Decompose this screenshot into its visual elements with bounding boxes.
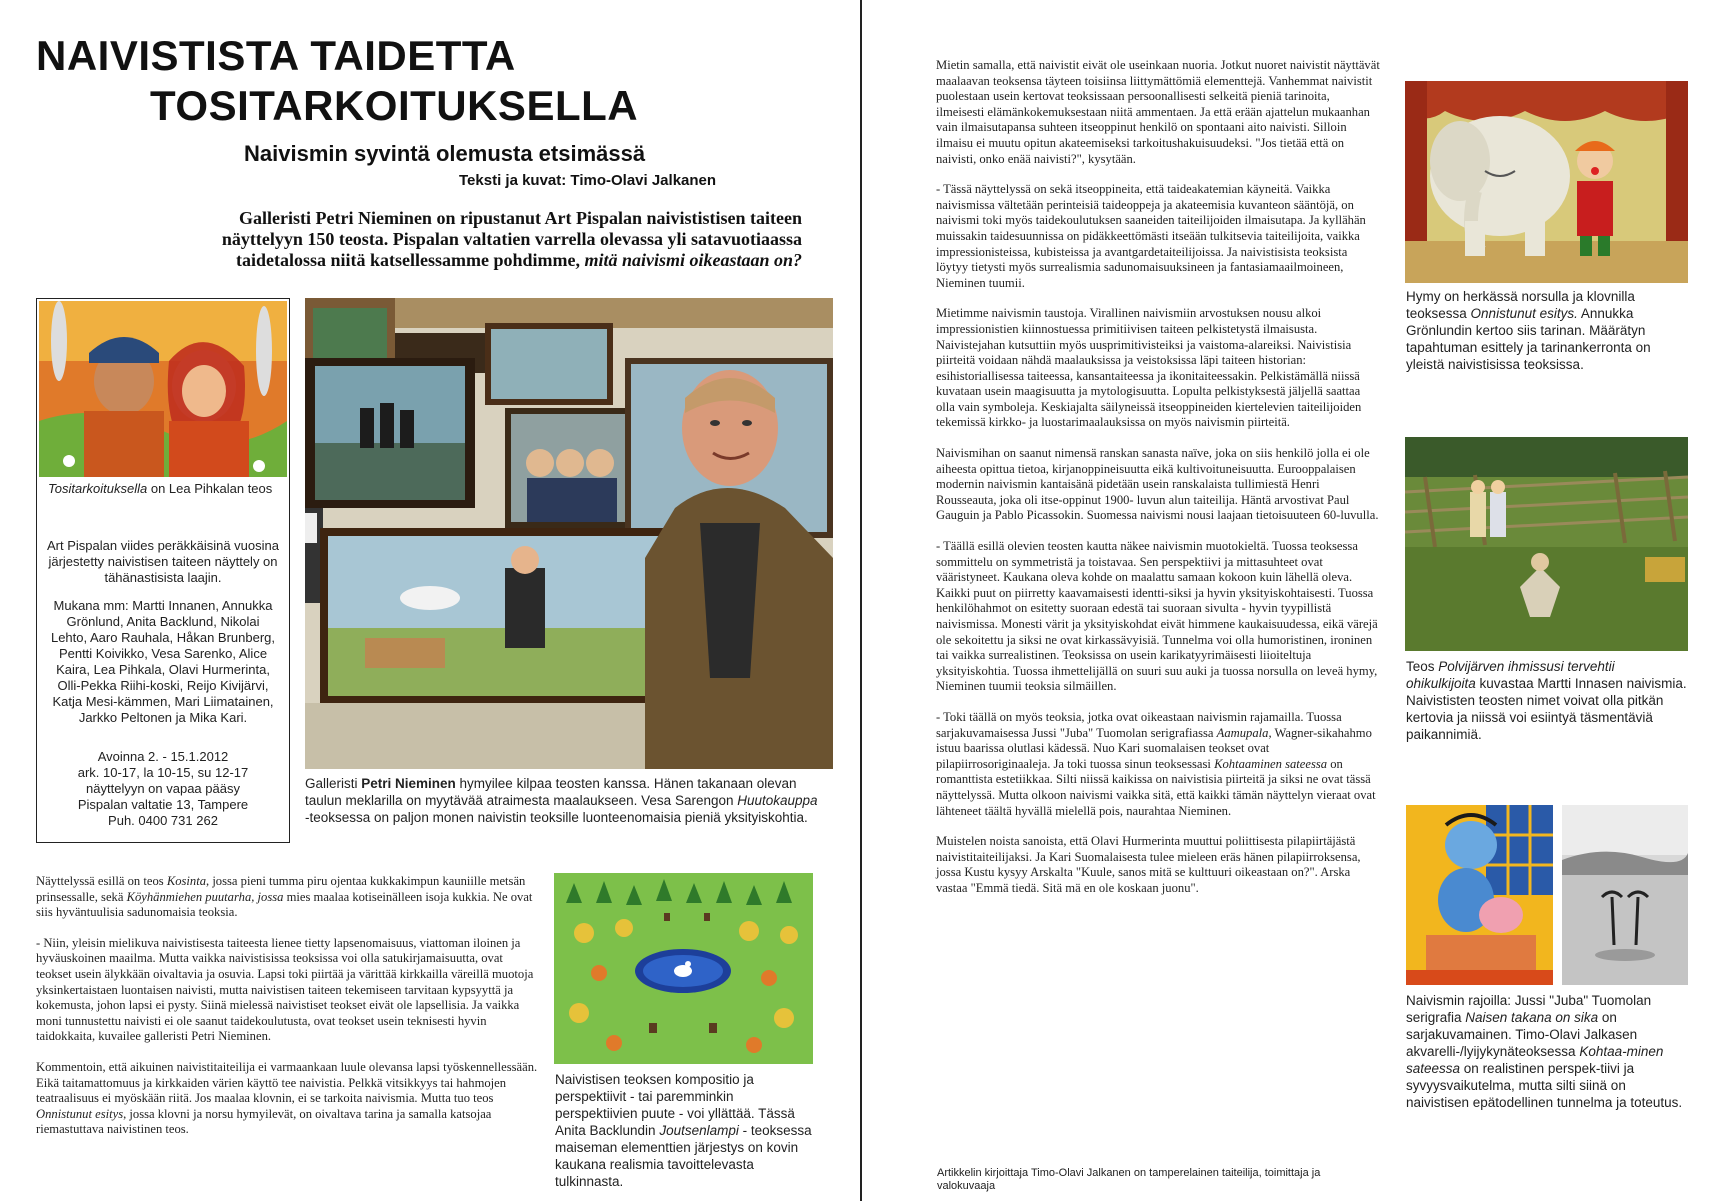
caption-text: Annukka Grönlundin kertoo siis tarinan. Määrätyn tapahtuman esittely ja tarinankerronta on yleistä naivistisissa teoksissa.	[1406, 306, 1651, 372]
artwork-title: Tositarkoituksella	[48, 481, 148, 496]
paragraph: - Täällä esillä olevien teosten kautta näkee naivismin muotokieltä. Tuossa teoksessa sommittelu on symmetristä ja toistavaa. Sen perspektiivi ja mittasuhteet ovat vääristyneet. Kaukana oleva kohde on maalattu samaan kokoon kuin lähellä oleva. Kaikki puut on piirretty kaavamaisesti identti-siksi ja hyvin yksityiskohtaisesti. Tuossa henkilöhahmot on esitetty suoraan edestä tai suoraan sivulta - hyvin tyypillistä naivismissa. Monesti värit ja yksityiskohdat eivät himmene kaukaisuudessa, eikä värejä ole sekoitettu ja siksi ne ovat kirkassävyisiä. Tunnelma voi olla humoristinen, ironinen tai vaikka surrealistinen. Teoksissa on usein karikatyyrimäisesti liioiteltuja yksityiskohtia. Tuossa ihmettelijällä on suuri suu auki ja tuossa norsulla on leveä hymy, Nieminen tuumii teoksia silmäillen.	[936, 539, 1378, 694]
left-body-text	[36, 874, 541, 1153]
caption-text: on Lea Pihkalan teos	[147, 481, 273, 496]
hours-line: Avoinna 2. - 15.1.2012	[97, 749, 229, 764]
artwork-title: Polvijärven ihmissusi tervehtii ohikulkijoita	[1406, 659, 1615, 691]
caption-text: -teoksessa on paljon monen naivistin teoksille luonteenomaisia pieniä yksityiskohtia.	[305, 810, 808, 825]
phone: Puh. 0400 731 262	[108, 813, 218, 828]
caption-text: Naivistisen teoksen kompositio ja perspektiivit - tai paremminkin perspektiivien puute - voi yllättää. Tässä Anita Backlundin	[555, 1072, 795, 1138]
caption-name: Petri Nieminen	[361, 776, 456, 791]
caption-text: Teos	[1406, 659, 1439, 674]
artwork-title: Onnistunut esitys.	[1470, 306, 1578, 321]
text: mies maalaa kotiseinälleen isoja kukkia. Ne ovat siis hyväntuulisia sadunomaisia teoksia.	[36, 889, 533, 920]
paragraph: Mietimme naivismin taustoja. Virallinen naivismiin arvostuksen nousu alkoi impressionistien kiinnostuessa primitiivisen taiteen pelkistetystä ilmaisusta. Naivistejahan kutsuttiin myös uusprimitivisteiksi ja vaistoma-alareiksi. Naivistisia piirteitä voidaan nähdä maalauksissa ja veistoksissa läpi taiteen historian: esihistoriallisessa taiteessa, kansantaiteessa ja ikonitaiteessakin. Pelkistämällä niissä kuvataan usein maagisuutta ja mytologisuutta. Lopulta pelkistyksestä jäljellä saattaa olla vain symboleja. Keskiajalta säilyneissä itseoppineiden kiertelevien taiteilijoiden tekemissä kirkko- ja luostarimaalauksissa on myös naivismin piirteitä.	[936, 306, 1362, 430]
joutsenlampi-caption	[555, 1071, 813, 1190]
painting-onnistunut-esitys	[1405, 81, 1688, 283]
painting-tositarkoituksella	[39, 301, 287, 477]
hours-line: ark. 10-17, la 10-15, su 12-17	[77, 765, 249, 780]
paragraph	[36, 874, 541, 921]
caption-text: on sarjakuvamainen. Timo-Olavi Jalkasen akvarelli-/lyijykynäteoksessa	[1406, 1010, 1638, 1059]
watercolor-kohtaaminen-sateessa	[1562, 805, 1688, 985]
artwork-title: Kohtaaminen sateessa	[1214, 756, 1328, 771]
artwork-title: Aamupala,	[1216, 725, 1272, 740]
text: , jossa klovni ja norsu hymyilevät, on oivaltava tarina ja samalla katsojaa riemastuttava naivistinen teos.	[36, 1106, 492, 1137]
paragraph: Muistelen noista sanoista, että Olavi Hurmerinta muuttui poliittisesta pilapiirtäjästä naivistitaiteilijaksi. Ja Kari Suomalaisesta tulee mieleen eräs hänen pilapiirroksensa, jossa Kustu kysyy Arskalta "Kuule, sanos mitä se kulttuuri oikeastaan on?". Arska vastaa "Emmä tiedä. Sitä mä en ole koskaan juonu".	[936, 834, 1361, 895]
headline-line-1: NAIVISTISTA TAIDETTA	[36, 32, 516, 79]
author-bio: Artikkelin kirjoittaja Timo-Olavi Jalkanen on tamperelainen taiteilija, toimittaja ja valokuvaaja	[937, 1167, 1321, 1192]
info-sidebar	[36, 298, 290, 843]
artwork-title: Köyhänmiehen puutarha, jossa	[126, 889, 284, 904]
paragraph	[36, 1060, 541, 1138]
artwork-title: Huutokauppa	[737, 793, 818, 808]
paragraph	[936, 710, 1381, 819]
caption-text: Galleristi	[305, 776, 362, 791]
opening-hours	[47, 749, 279, 829]
caption-text: Hymy on herkässä norsulla ja klovnilla teoksessa	[1406, 289, 1635, 321]
painting-polvijarven-ihmissusi	[1405, 437, 1688, 651]
lead-question: mitä naivismi oikeastaan on?	[584, 250, 802, 270]
artwork-title: Kohtaa-minen sateessa	[1406, 1044, 1664, 1076]
border-works-caption	[1406, 992, 1688, 1111]
paragraph: - Niin, yleisin mielikuva naivistisesta taiteesta lienee tietty lapsenomaisuus, viattoman iloinen ja hyväuskoinen maailma. Mutta vaikka naivistisissa teoksissa voi olla satukirjamaisuutta, ovat teokset usein älykkään oivaltavia ja osuvia. Lapsi toki piirtää ja värittää kirkkailla väreillä muotoja yksinkertaistaen luontaisen naivisti, mutta naivistisen taiteen tekemiseen tarvitaan kypsyyttä ja kokemusta, johon lapsi ei pysty. Siinä mielessä naivistiset teokset eivät ole lapsellisia. Ja vaikka moni tunnustettu naivisti ei ole saanut taidekoulutusta, ovat teokset usein teknisesti hyvin taidokkaita, kuvailee galleristi Petri Nieminen.	[36, 935, 534, 1044]
address: Pispalan valtatie 13, Tampere	[77, 797, 249, 812]
paragraph: Mietin samalla, että naivistit eivät ole useinkaan nuoria. Jotkut nuoret naivistit näyttävät maalaavan teoksensa täyteen toisiinsa liittymättömiä elementtejä. Vanhemmat naivistit puolestaan usein kertovat teoksissaan persoonallisesti selkeitä pieniä tarinoita, ilmeisesti elämänkokemuksestaan niitä ammentaen. Ja että erään ajattelun mukaanhan vain ilmaisutapansa suhteen itseoppinut henkilö on spontaani aito naivisti. Silloin ilmaisu ei muutu opitun akateemiseksi tarkoitushakuisuudeksi. "Jos tietää että on naivisti, onko enää naivisti?", kysytään.	[936, 58, 1380, 166]
text: Näyttelyssä esillä on teos	[36, 874, 167, 888]
caption-text: Naivismin rajoilla: Jussi "Juba" Tuomolan serigrafia	[1406, 993, 1652, 1025]
lead-line	[40, 250, 802, 271]
caption-text: kuvastaa Martti Innasen naivismia. Naivististen teosten nimet voivat olla pitkän kertovia ja niissä voi esiintyä täsmentäviä paikannimiä.	[1406, 676, 1687, 742]
paragraph: Naivismihan on saanut nimensä ranskan sanasta naïve, joka on siis henkilö jolla ei ole aiheesta opittua tietoa, kirjanoppineisuutta eikä kultivoituneisuutta. Eurooppalaisen modernin naivismin kantaisänä pidetään usein ranskalaista tullimiestä Henri Rousseauta, joka oli itse-oppinut 1900- luvun alun taiteilija. Häntä arvostivat Paul Gauguin ja Pablo Picassokin. Suomessa naivismi nousi laajaan tietoisuuteen 60-luvulla.	[936, 446, 1379, 523]
painting-joutsenlampi	[554, 873, 813, 1064]
right-body-text	[936, 58, 1381, 912]
subtitle: Naivismin syvintä olemusta etsimässä	[244, 141, 646, 166]
text: , jossa pieni tumma piru ojentaa kukkakimpun kauniille metsän prinsessalle, sekä	[36, 874, 526, 904]
lead-text: taidetalossa niitä katsellessamme pohdimme,	[235, 250, 585, 270]
hours-line: näyttelyyn on vapaa pääsy	[86, 781, 240, 796]
sidebar-caption	[48, 481, 280, 497]
main-photo-caption	[305, 775, 825, 826]
caption-text: hymyilee kilpaa teosten kanssa. Hänen takanaan olevan taulun meklarilla on myytävää atraimesta maalaukseen. Vesa Sarengon	[305, 776, 797, 808]
byline: Teksti ja kuvat: Timo-Olavi Jalkanen	[459, 172, 717, 189]
text: - Toki täällä on myös teoksia, jotka ovat oikeastaan naivismin rajamailla. Tuossa sarjakuvamaisessa Jussi "Juba" Tuomolan serigrafiassa	[936, 709, 1342, 740]
artwork-title: Joutsenlampi	[659, 1123, 739, 1138]
caption-text: on realistinen perspek-tiivi ja syvyysvaikutelma, mutta silti siinä on naivistisen epätodellinen tunnelma ja toteutus.	[1406, 1061, 1683, 1110]
gallerist-photo	[305, 298, 833, 769]
artwork-title: Kosinta	[166, 874, 207, 888]
polvijarven-ihmissusi-caption	[1406, 658, 1688, 743]
text: Wagner-sikahahmo istuu baarissa olutlasi kädessä. Nuo Kari suomalaisen teokset ovat pilapiirrosoriginaaleja. Ja toki tuossa sinun teoksessasi	[936, 725, 1372, 771]
page-divider	[860, 0, 862, 1201]
paragraph: - Tässä näyttelyssä on sekä itseoppineita, että taideakatemian käyneitä. Vaikka naivismissa vältetään perinteisiä taideoppeja ja akateemisia kuvanteon sääntöjä, on naivismi toki myös taidekoulutuksen saaneiden taiteilijoiden ilmaisutapa. Ja kyllähän muissakin taidesuunnissa on pidäkkeettömästi itseään tulkitsevia taiteilijoita, vaikka impressionisteissa, kubisteissa ja avantgardetaiteilijoissa. Ja naivistisista teoksista löytyy tietysti myös surrealismia sadunomaisuuksineen ja fantasiamaailmoineen, Nieminen tuumii.	[936, 182, 1366, 290]
headline-line-2: TOSITARKOITUKSELLA	[150, 82, 639, 129]
lead-paragraph	[40, 208, 802, 271]
artist-list: Mukana mm: Martti Innanen, Annukka Grönlund, Anita Backlund, Nikolai Lehto, Aaro Rauhala, Håkan Brunberg, Pentti Koivikko, Vesa Sarenko, Alice Kaira, Lea Pihkala, Olavi Hurmerinta, Olli-Pekka Riihi-koski, Reijo Kivijärvi, Katja Mesi-kämmen, Mari Liimatainen, Jarkko Peltonen ja Mika Kari.	[50, 598, 276, 725]
text: on romanttista estetiikkaa. Silti niissä kaikissa on naivistisia piirteitä ja siksi ne ovat tässä näyttelyssä. Mutta olkoon naivismi vaikka sitä, että kaikki tämän näyttelyn vieraat ovat lähteneet täältä hyvällä mielellä pois, naurahtaa Nieminen.	[936, 756, 1376, 818]
sidebar-intro: Art Pispalan viides peräkkäisinä vuosina järjestetty naivistisen taiteen näyttely on tähänastisista laajin.	[47, 538, 279, 585]
caption-text: - teoksessa maiseman elementtien järjestys on kovin kaukana realismia tavoittelevasta tulkinnasta.	[555, 1123, 812, 1189]
lead-line: Galleristi Petri Nieminen on ripustanut Art Pispalan naivististisen taiteen	[239, 208, 802, 228]
artwork-title: Onnistunut esitys	[36, 1106, 124, 1121]
lead-line: näyttelyyn 150 teosta. Pispalan valtatien varrella olevassa yli satavuotiaassa	[221, 229, 802, 249]
text: Kommentoin, että aikuinen naivistitaiteilija ei varmaankaan luule olevansa lapsi työskennellessään. Eikä taitamattomuus ja kirkkaiden värien käyttö tee naivistia. Pelkkä vitsikkyys tai hahmojen teatraalisuus ei myöskään riitä. Jos maalaa klovnin, ei se tarkoita naivismia. Mutta tuo teos	[36, 1059, 538, 1106]
serigraph-naisen-takana-on-sika	[1406, 805, 1553, 985]
artwork-title: Naisen takana on sika	[1465, 1010, 1599, 1025]
onnistunut-esitys-caption	[1406, 288, 1688, 373]
